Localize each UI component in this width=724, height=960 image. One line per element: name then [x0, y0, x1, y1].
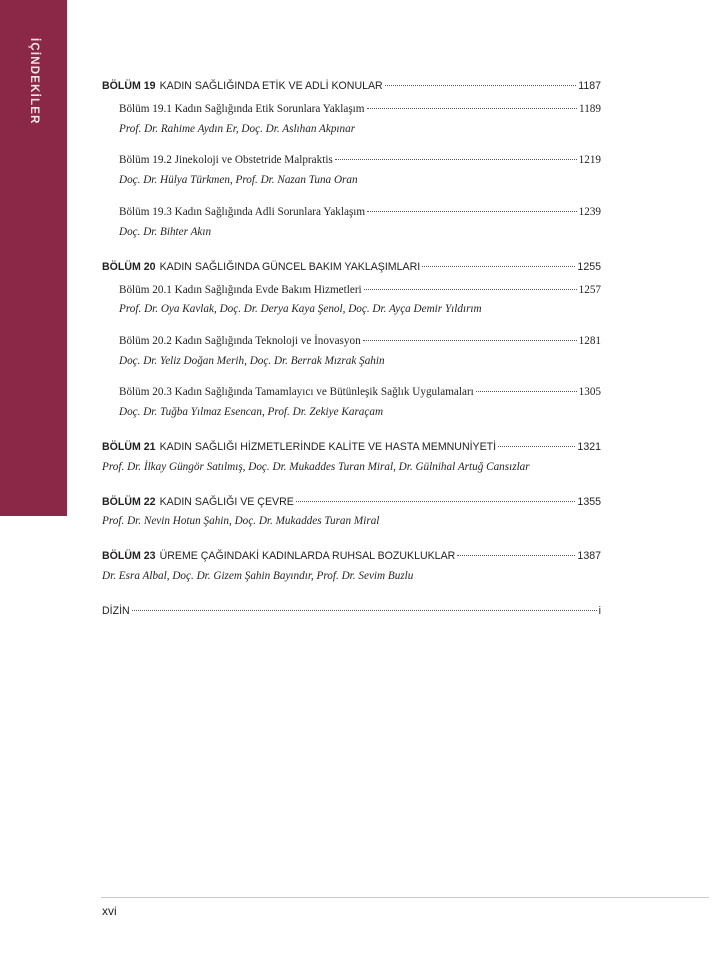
dot-leader — [335, 159, 577, 160]
page-number: 1255 — [577, 261, 601, 273]
chapter-authors: Dr. Esra Albal, Doç. Dr. Gizem Şahin Bayındır, Prof. Dr. Sevim Buzlu — [102, 570, 414, 582]
toc-chapter-20[interactable] — [102, 261, 601, 277]
footer-divider — [101, 897, 709, 898]
toc-section-19-2[interactable] — [119, 154, 601, 170]
page-number: 1187 — [578, 80, 601, 92]
toc-section-20-1[interactable] — [119, 284, 601, 300]
section-title: Bölüm 20.3 Kadın Sağlığında Tamamlayıcı ve Bütünleşik Sağlık Uygulamaları — [119, 386, 474, 398]
dot-leader — [132, 610, 597, 611]
page-number: 1305 — [578, 386, 601, 398]
page-number: 1321 — [577, 441, 601, 453]
chapter-number: BÖLÜM 19 — [102, 80, 156, 92]
dot-leader — [367, 108, 578, 109]
toc-index[interactable] — [102, 605, 601, 621]
chapter-number: BÖLÜM 20 — [102, 261, 156, 273]
chapter-title: ÜREME ÇAĞINDAKİ KADINLARDA RUHSAL BOZUKLUKLAR — [159, 550, 456, 562]
sidebar-band — [0, 0, 67, 516]
dot-leader — [364, 289, 577, 290]
section-authors: Doç. Dr. Bihter Akın — [119, 226, 212, 238]
chapter-title: KADIN SAĞLIĞI HİZMETLERİNDE KALİTE VE HASTA MEMNUNİYETİ — [159, 441, 497, 453]
toc-section-20-3[interactable] — [119, 386, 601, 402]
section-title: Bölüm 20.2 Kadın Sağlığında Teknoloji ve İnovasyon — [119, 335, 361, 347]
dot-leader — [422, 266, 575, 267]
chapter-number: BÖLÜM 21 — [102, 441, 156, 453]
section-title: Bölüm 19.3 Kadın Sağlığında Adli Sorunlara Yaklaşım — [119, 206, 366, 218]
page-number: 1281 — [578, 335, 601, 347]
chapter-number: BÖLÜM 22 — [102, 496, 156, 508]
page-number: 1355 — [577, 496, 601, 508]
dot-leader — [457, 555, 575, 556]
section-title: Bölüm 19.1 Kadın Sağlığında Etik Sorunlara Yaklaşım — [119, 103, 365, 115]
toc-chapter-23[interactable] — [102, 550, 601, 566]
section-authors: Prof. Dr. Rahime Aydın Er, Doç. Dr. Aslıhan Akpınar — [119, 123, 356, 135]
page-number: i — [598, 605, 601, 617]
section-title: Bölüm 20.1 Kadın Sağlığında Evde Bakım Hizmetleri — [119, 284, 362, 296]
sidebar-label: İÇİNDEKİLER — [28, 38, 40, 125]
section-authors: Prof. Dr. Oya Kavlak, Doç. Dr. Derya Kaya Şenol, Doç. Dr. Ayça Demir Yıldırım — [119, 303, 482, 315]
toc-section-19-3[interactable] — [119, 206, 601, 222]
dot-leader — [385, 85, 577, 86]
dot-leader — [498, 446, 575, 447]
section-authors: Doç. Dr. Hülya Türkmen, Prof. Dr. Nazan Tuna Oran — [119, 174, 358, 186]
section-authors: Doç. Dr. Tuğba Yılmaz Esencan, Prof. Dr. Zekiye Karaçam — [119, 406, 384, 418]
chapter-title: KADIN SAĞLIĞI VE ÇEVRE — [159, 496, 294, 508]
page-number: 1257 — [578, 284, 601, 296]
section-title: Bölüm 19.2 Jinekoloji ve Obstetride Malpraktis — [119, 154, 333, 166]
toc-chapter-19[interactable] — [102, 80, 601, 96]
section-authors: Doç. Dr. Yeliz Doğan Merih, Doç. Dr. Berrak Mızrak Şahin — [119, 355, 385, 367]
dot-leader — [367, 211, 577, 212]
toc-chapter-21[interactable] — [102, 441, 601, 457]
toc-section-20-2[interactable] — [119, 335, 601, 351]
dot-leader — [296, 501, 576, 502]
chapter-authors: Prof. Dr. İlkay Güngör Satılmış, Doç. Dr. Mukaddes Turan Miral, Dr. Gülnihal Artuğ Cansızlar — [102, 461, 530, 473]
index-title: DİZİN — [102, 605, 130, 617]
toc-chapter-22[interactable] — [102, 496, 601, 512]
footer-page-number: xvi — [102, 904, 117, 918]
chapter-authors: Prof. Dr. Nevin Hotun Şahin, Doç. Dr. Mukaddes Turan Miral — [102, 515, 380, 527]
page-number: 1239 — [578, 206, 601, 218]
toc-section-19-1[interactable] — [119, 103, 601, 119]
chapter-title: KADIN SAĞLIĞINDA GÜNCEL BAKIM YAKLAŞIMLARI — [159, 261, 421, 273]
page-number: 1219 — [578, 154, 601, 166]
page-number: 1387 — [577, 550, 601, 562]
dot-leader — [363, 340, 577, 341]
chapter-number: BÖLÜM 23 — [102, 550, 156, 562]
chapter-title: KADIN SAĞLIĞINDA ETİK VE ADLİ KONULAR — [159, 80, 383, 92]
dot-leader — [476, 391, 577, 392]
page-number: 1189 — [579, 103, 601, 115]
